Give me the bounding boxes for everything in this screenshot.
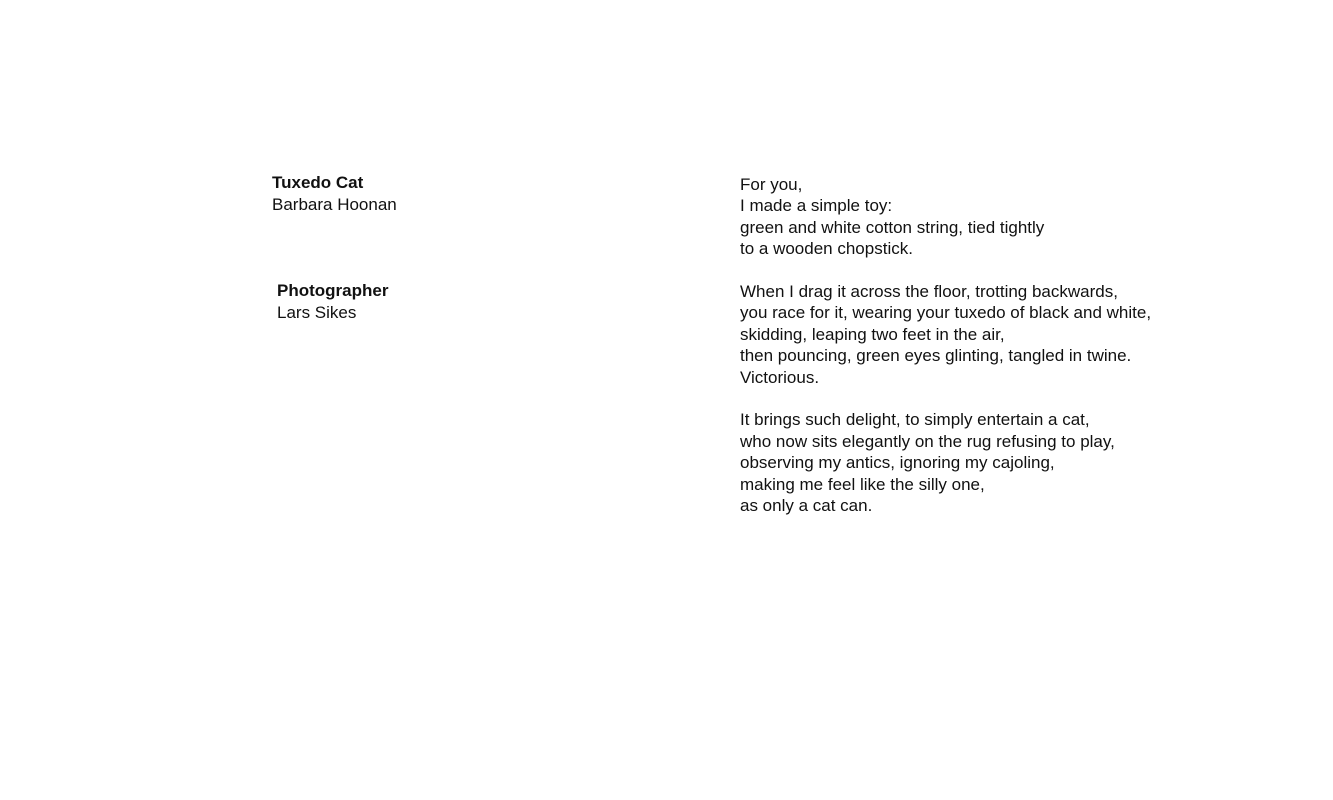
poem-line: as only a cat can. (740, 496, 873, 516)
poem-stanza (740, 281, 1151, 388)
poem-line: who now sits elegantly on the rug refusing to play, (740, 431, 1115, 451)
poem-line: you race for it, wearing your tuxedo of black and white, (740, 303, 1152, 323)
poem-line: observing my antics, ignoring my cajoling, (740, 453, 1055, 473)
poem-line: then pouncing, green eyes glinting, tangled in twine. (740, 346, 1132, 366)
poem-line: Victorious. (740, 367, 820, 387)
poem-line: When I drag it across the floor, trotting backwards, (740, 282, 1118, 302)
poem-line: For you, (740, 175, 803, 194)
poem-line: It brings such delight, to simply entertain a cat, (740, 410, 1090, 430)
poem-line: to a wooden chopstick. (740, 239, 913, 259)
photographer-name: Lars Sikes (277, 302, 357, 322)
poem-line: I made a simple toy: (740, 196, 893, 216)
poem-body (740, 174, 1151, 516)
poem-title: Tuxedo Cat (272, 173, 364, 192)
poem-line: green and white cotton string, tied tightly (740, 217, 1045, 237)
photo-credit (277, 280, 388, 323)
poem-stanza (740, 409, 1151, 516)
poem-credit (272, 172, 397, 215)
poem-stanza (740, 174, 1151, 260)
poem-line: making me feel like the silly one, (740, 474, 985, 494)
poem-author: Barbara Hoonan (272, 194, 397, 214)
photographer-label: Photographer (277, 281, 389, 300)
poem-line: skidding, leaping two feet in the air, (740, 324, 1005, 344)
